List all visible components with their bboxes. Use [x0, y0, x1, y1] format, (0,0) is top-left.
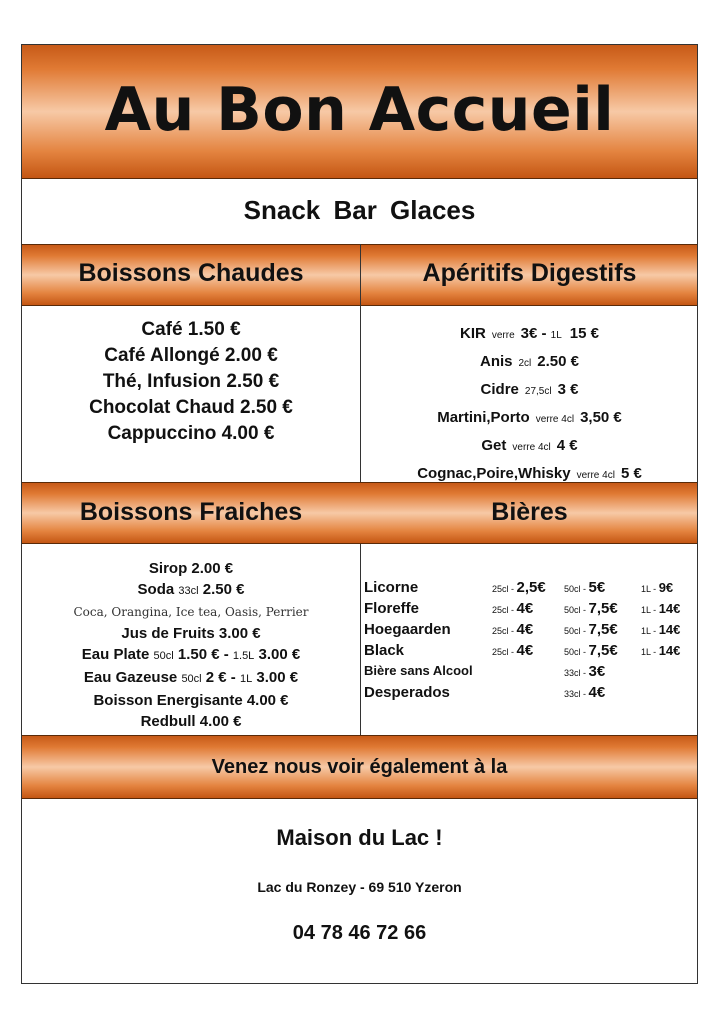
- cold-drinks-list: [22, 558, 360, 732]
- list-item: Thé, Infusion 2.50 €: [102, 371, 280, 392]
- list-item: Jus de Fruits 3.00 €: [121, 625, 261, 642]
- list-item: Sirop 2.00 €: [148, 560, 234, 577]
- list-item: Chocolat Chaud 2.50 €: [89, 397, 293, 418]
- list-item: Cidre 27,5cl 3 €: [480, 381, 579, 398]
- heading-aperitifs: Apéritifs Digestifs: [422, 259, 637, 287]
- subtitle: Snack Bar Glaces: [243, 195, 476, 225]
- menu-frame: [21, 44, 698, 984]
- table-row: Bière sans Alcool 33cl - 3€: [364, 663, 606, 680]
- table-row: Licorne 25cl - 2,5€ 50cl - 5€ 1L - 9€: [364, 579, 674, 596]
- list-item: Cognac,Poire,Whisky verre 4cl 5 €: [417, 465, 642, 482]
- heading-beers: Bières: [491, 498, 568, 526]
- list-item: Boisson Energisante 4.00 €: [93, 692, 289, 709]
- soda-note: Coca, Orangina, Ice tea, Oasis, Perrier: [73, 605, 309, 619]
- list-item: Eau Gazeuse 50cl 2 € - 1L 3.00 €: [83, 669, 299, 686]
- aperitifs-list: [360, 321, 699, 489]
- list-item: Café Allongé 2.00 €: [104, 345, 278, 366]
- list-item: Soda 33cl 2.50 €: [137, 581, 245, 598]
- list-item: Cappuccino 4.00 €: [107, 423, 275, 444]
- venue-name: Maison du Lac !: [276, 825, 443, 850]
- heading-hot-drinks: Boissons Chaudes: [78, 259, 304, 287]
- restaurant-title: Au Bon Accueil: [104, 75, 615, 145]
- table-row: Desperados 33cl - 4€: [364, 684, 606, 701]
- heading-cold-drinks: Boissons Fraiches: [79, 498, 303, 526]
- list-item: KIR verre 3€ - 1L 15 €: [460, 325, 599, 342]
- list-item: Martini,Porto verre 4cl 3,50 €: [437, 409, 622, 426]
- list-item: Eau Plate 50cl 1.50 € - 1.5L 3.00 €: [81, 646, 301, 663]
- venue-address: Lac du Ronzey - 69 510 Yzeron: [257, 879, 462, 895]
- beers-list: [364, 579, 699, 705]
- list-item: Get verre 4cl 4 €: [481, 437, 578, 454]
- list-item: Café 1.50 €: [141, 319, 241, 340]
- list-item: Anis 2cl 2.50 €: [479, 353, 580, 370]
- hot-drinks-list: [22, 317, 360, 447]
- phone-number: 04 78 46 72 66: [292, 922, 427, 944]
- promo-text: Venez nous voir également à la: [211, 756, 508, 778]
- table-row: Black 25cl - 4€ 50cl - 7,5€ 1L - 14€: [364, 642, 681, 659]
- table-row: Floreffe 25cl - 4€ 50cl - 7,5€ 1L - 14€: [364, 600, 681, 617]
- list-item: Redbull 4.00 €: [140, 713, 242, 730]
- table-row: Hoegaarden 25cl - 4€ 50cl - 7,5€ 1L - 14€: [364, 621, 681, 638]
